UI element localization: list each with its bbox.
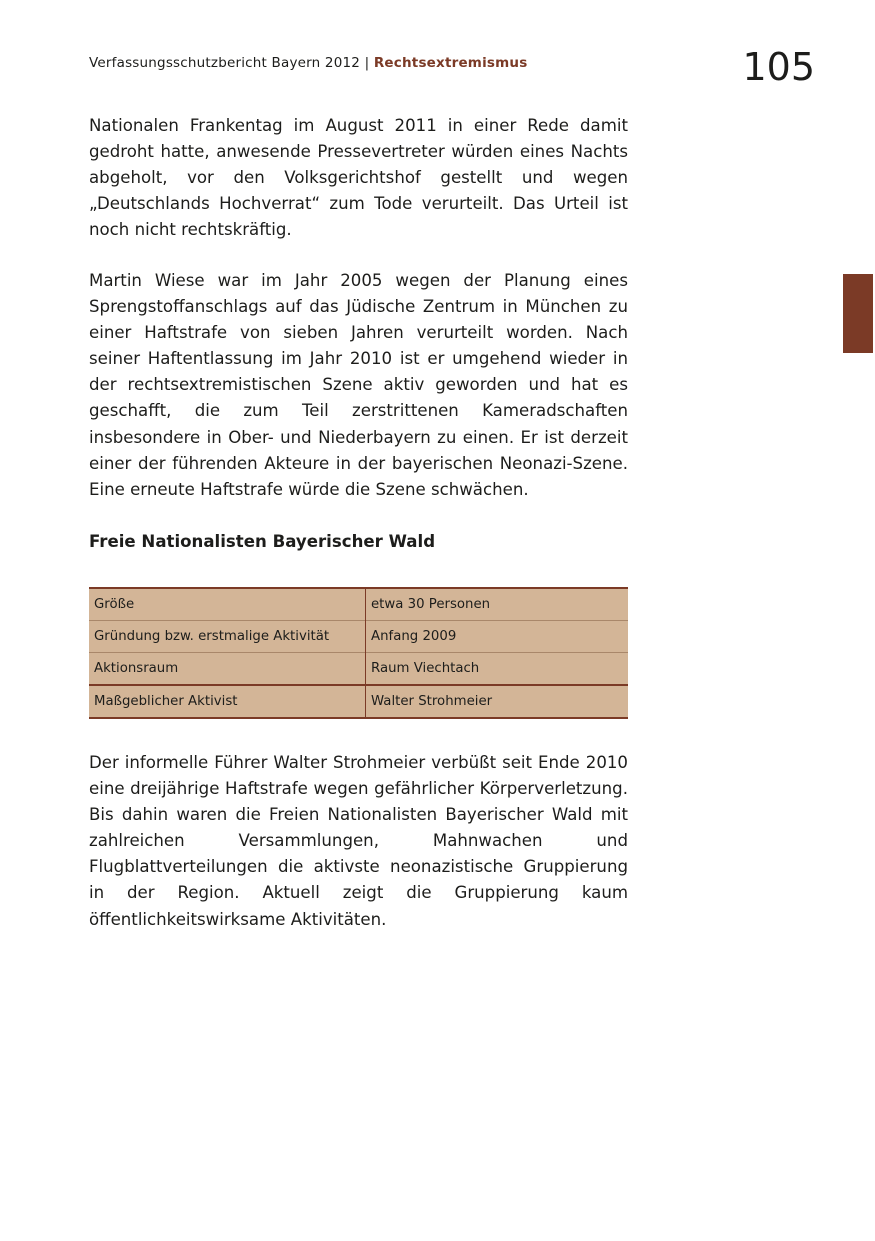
paragraph-3: Der informelle Führer Walter Strohmeier verbüßt seit Ende 2010 eine dreijährige Haftstrafe wegen gefährlicher Körperverletzung. Bis dahin waren die Freien Nationalisten Bayerischer Wald mit zahlreichen Versammlungen, Mahnwachen und Flugblattverteilungen die aktivste neonazistische Gruppierung in der Region. Aktuell zeigt die Gruppierung kaum öffentlichkeitswirksame Aktivitäten. bbox=[89, 753, 628, 929]
header-separator: | bbox=[360, 55, 374, 71]
table-row bbox=[89, 621, 628, 653]
table-value-cell: Walter Strohmeier bbox=[366, 685, 629, 718]
running-header bbox=[89, 55, 527, 71]
paragraph-2: Martin Wiese war im Jahr 2005 wegen der Planung eines Sprengstoffanschlags auf das Jüdische Zentrum in München zu einer Haftstrafe von sieben Jahren verurteilt worden. Nach seiner Haftentlassung im Jahr 2010 ist er umgehend wieder in der rechtsextremistischen Szene aktiv geworden und hat es geschafft, die zum Teil zerstrittenen Kameradschaften insbesondere in Ober- und Niederbayern zu einen. Er ist derzeit einer der führenden Akteure in der bayerischen Neonazi-Szene. Eine erneute Haftstrafe würde die Szene schwächen. bbox=[89, 271, 628, 499]
table-row bbox=[89, 653, 628, 686]
fact-table bbox=[89, 587, 628, 719]
table-row bbox=[89, 588, 628, 621]
table-label-cell: Gründung bzw. erstmalige Aktivität bbox=[89, 621, 366, 653]
section-title: Rechtsextremismus bbox=[373, 55, 528, 71]
table-value-cell: Anfang 2009 bbox=[366, 621, 629, 653]
table-label-cell: Größe bbox=[89, 588, 366, 621]
table-value-cell: Raum Viechtach bbox=[366, 653, 629, 686]
table-row bbox=[89, 685, 628, 718]
table-label-cell: Maßgeblicher Aktivist bbox=[89, 685, 366, 718]
publication-title: Verfassungsschutzbericht Bayern 2012 bbox=[89, 55, 361, 71]
chapter-tab-marker bbox=[843, 274, 873, 353]
table-label-cell: Aktionsraum bbox=[89, 653, 366, 686]
page-number: 105 bbox=[742, 45, 815, 89]
paragraph-1: Nationalen Frankentag im August 2011 in einer Rede damit gedroht hatte, anwesende Pressevertreter würden eines Nachts abgeholt, vor den Volksgerichtshof gestellt und wegen „Deutschlands Hochverrat“ zum Tode verurteilt. Das Urteil ist noch nicht rechtskräftig. bbox=[89, 116, 628, 240]
section-subheading: Freie Nationalisten Bayerischer Wald bbox=[89, 532, 436, 551]
table-value-cell: etwa 30 Personen bbox=[371, 597, 491, 612]
